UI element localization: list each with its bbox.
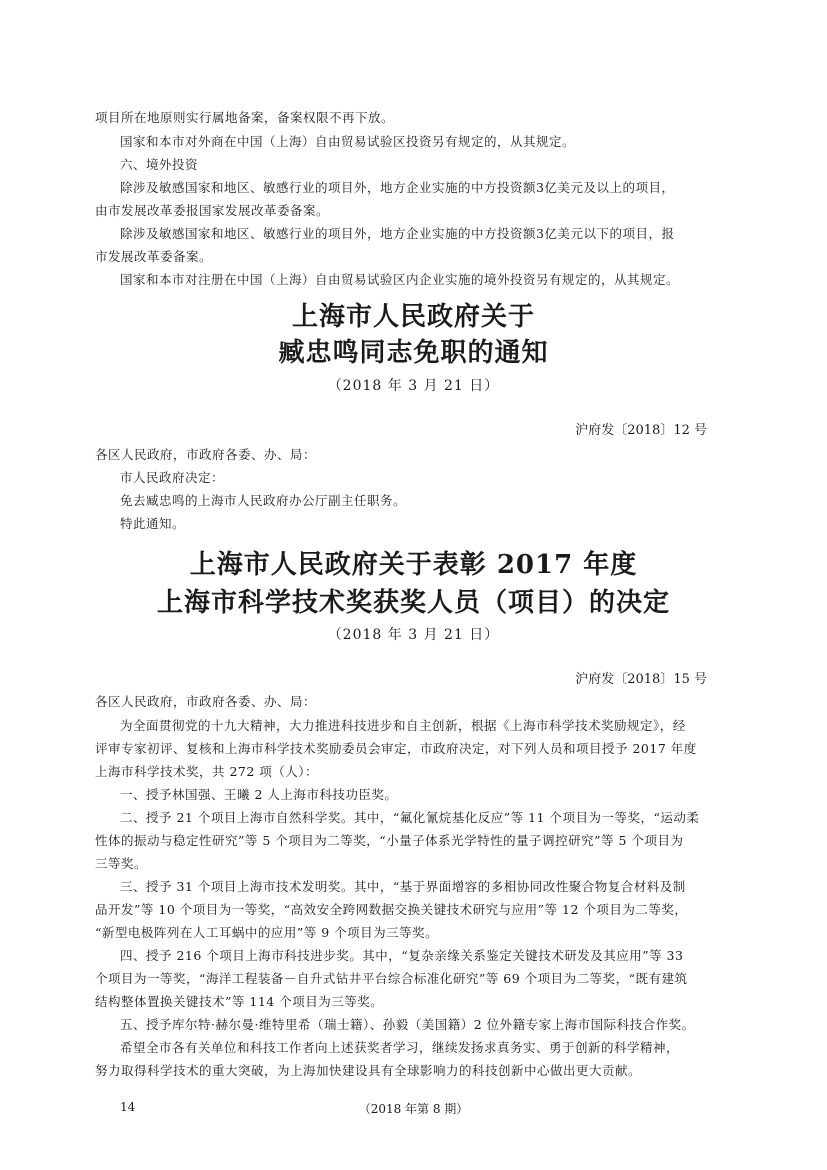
paragraph-line: 评审专家初评、复核和上海市科学技术奖励委员会审定，市政府决定，对下列人员和项目授予 2017 年度: [95, 741, 697, 756]
section-heading: 六、境外投资: [120, 157, 199, 172]
document-number: 沪府发〔2018〕15 号: [575, 672, 707, 687]
decision-title: 上海市科学技术奖获奖人员（项目）的决定: [156, 588, 670, 618]
addressee: 各区人民政府，市政府各委、办、局：: [95, 694, 317, 709]
paragraph-line: 市发展改革委备案。: [95, 249, 213, 264]
paragraph-line: 品开发”等 10 个项目为一等奖，“高效安全跨网数据交换关键技术研究与应用”等 12 个项目为二等奖，: [95, 902, 688, 917]
paragraph-line: 除涉及敏感国家和地区、敏感行业的项目外，地方企业实施的中方投资额3亿美元以下的项目，报: [120, 226, 675, 241]
paragraph-line: 性体的振动与稳定性研究”等 5 个项目为二等奖，“小量子体系光学特性的量子调控研究”等 5 个项目为: [95, 833, 684, 848]
paragraph-line: 市人民政府决定：: [120, 470, 225, 485]
paragraph-line: 除涉及敏感国家和地区、敏感行业的项目外，地方企业实施的中方投资额3亿美元及以上的项目，: [120, 180, 675, 195]
paragraph-line: 四、授予 216 个项目上海市科技进步奖。其中，“复杂亲缘关系鉴定关键技术研发及其应用”等 33: [120, 948, 684, 963]
notice-title: 上海市人民政府关于: [291, 302, 535, 332]
paragraph-line: 三、授予 31 个项目上海市技术发明奖。其中，“基于界面增容的多相协同改性聚合物复合材料及制: [120, 879, 686, 894]
paragraph-line: 项目所在地原则实行属地备案，备案权限不再下放。: [95, 110, 395, 125]
paragraph-line: 特此通知。: [120, 516, 186, 531]
paragraph-line: 结构整体置换关键技术”等 114 个项目为三等奖。: [95, 994, 384, 1009]
paragraph-line: 五、授予库尔特·赫尔曼·维特里希（瑞士籍）、孙毅（美国籍）2 位外籍专家上海市国际科技合作奖。: [120, 1017, 695, 1032]
paragraph-line: 二、授予 21 个项目上海市自然科学奖。其中，“氟化氰烷基化反应”等 11 个项目为一等奖，“运动柔: [120, 810, 700, 825]
notice-title: 臧忠鸣同志免职的通知: [278, 338, 549, 368]
page-number: 14: [120, 1100, 136, 1114]
issue-label: （2018 年第 8 期）: [358, 1102, 469, 1116]
document-number: 沪府发〔2018〕12 号: [575, 423, 707, 438]
paragraph-line: 希望全市各有关单位和科技工作者向上述获奖者学习，继续发扬求真务实、勇于创新的科学精神，: [120, 1040, 680, 1055]
paragraph-line: 为全面贯彻党的十九大精神，大力推进科技进步和自主创新，根据《上海市科学技术奖励规定》，经: [120, 718, 686, 733]
notice-date: （2018 年 3 月 21 日）: [327, 378, 500, 394]
paragraph-line: 国家和本市对外商在中国（上海）自由贸易试验区投资另有规定的，从其规定。: [120, 134, 576, 149]
paragraph-line: 国家和本市对注册在中国（上海）自由贸易试验区内企业实施的境外投资另有规定的，从其规定。: [120, 272, 680, 287]
paragraph-line: 努力取得科学技术的重大突破，为上海加快建设具有全球影响力的科技创新中心做出更大贡献。: [95, 1063, 642, 1078]
paragraph-line: “新型电极阵列在人工耳蜗中的应用”等 9 个项目为三等奖。: [95, 925, 439, 940]
paragraph-line: 由市发展改革委报国家发展改革委备案。: [95, 203, 330, 218]
paragraph-line: 三等奖。: [95, 856, 148, 871]
paragraph-line: 一、授予林国强、王曦 2 人上海市科技功臣奖。: [120, 787, 398, 802]
paragraph-line: 个项目为一等奖，“海洋工程装备－自升式钻井平台综合标准化研究”等 69 个项目为二等奖，“既有建筑: [95, 971, 688, 986]
decision-title: 上海市人民政府关于表彰 2017 年度: [189, 550, 638, 580]
paragraph-line: 上海市科学技术奖，共 272 项（人）：: [95, 764, 319, 779]
paragraph-line: 免去臧忠鸣的上海市人民政府办公厅副主任职务。: [120, 493, 407, 508]
addressee: 各区人民政府，市政府各委、办、局：: [95, 447, 317, 462]
decision-date: （2018 年 3 月 21 日）: [327, 627, 500, 643]
